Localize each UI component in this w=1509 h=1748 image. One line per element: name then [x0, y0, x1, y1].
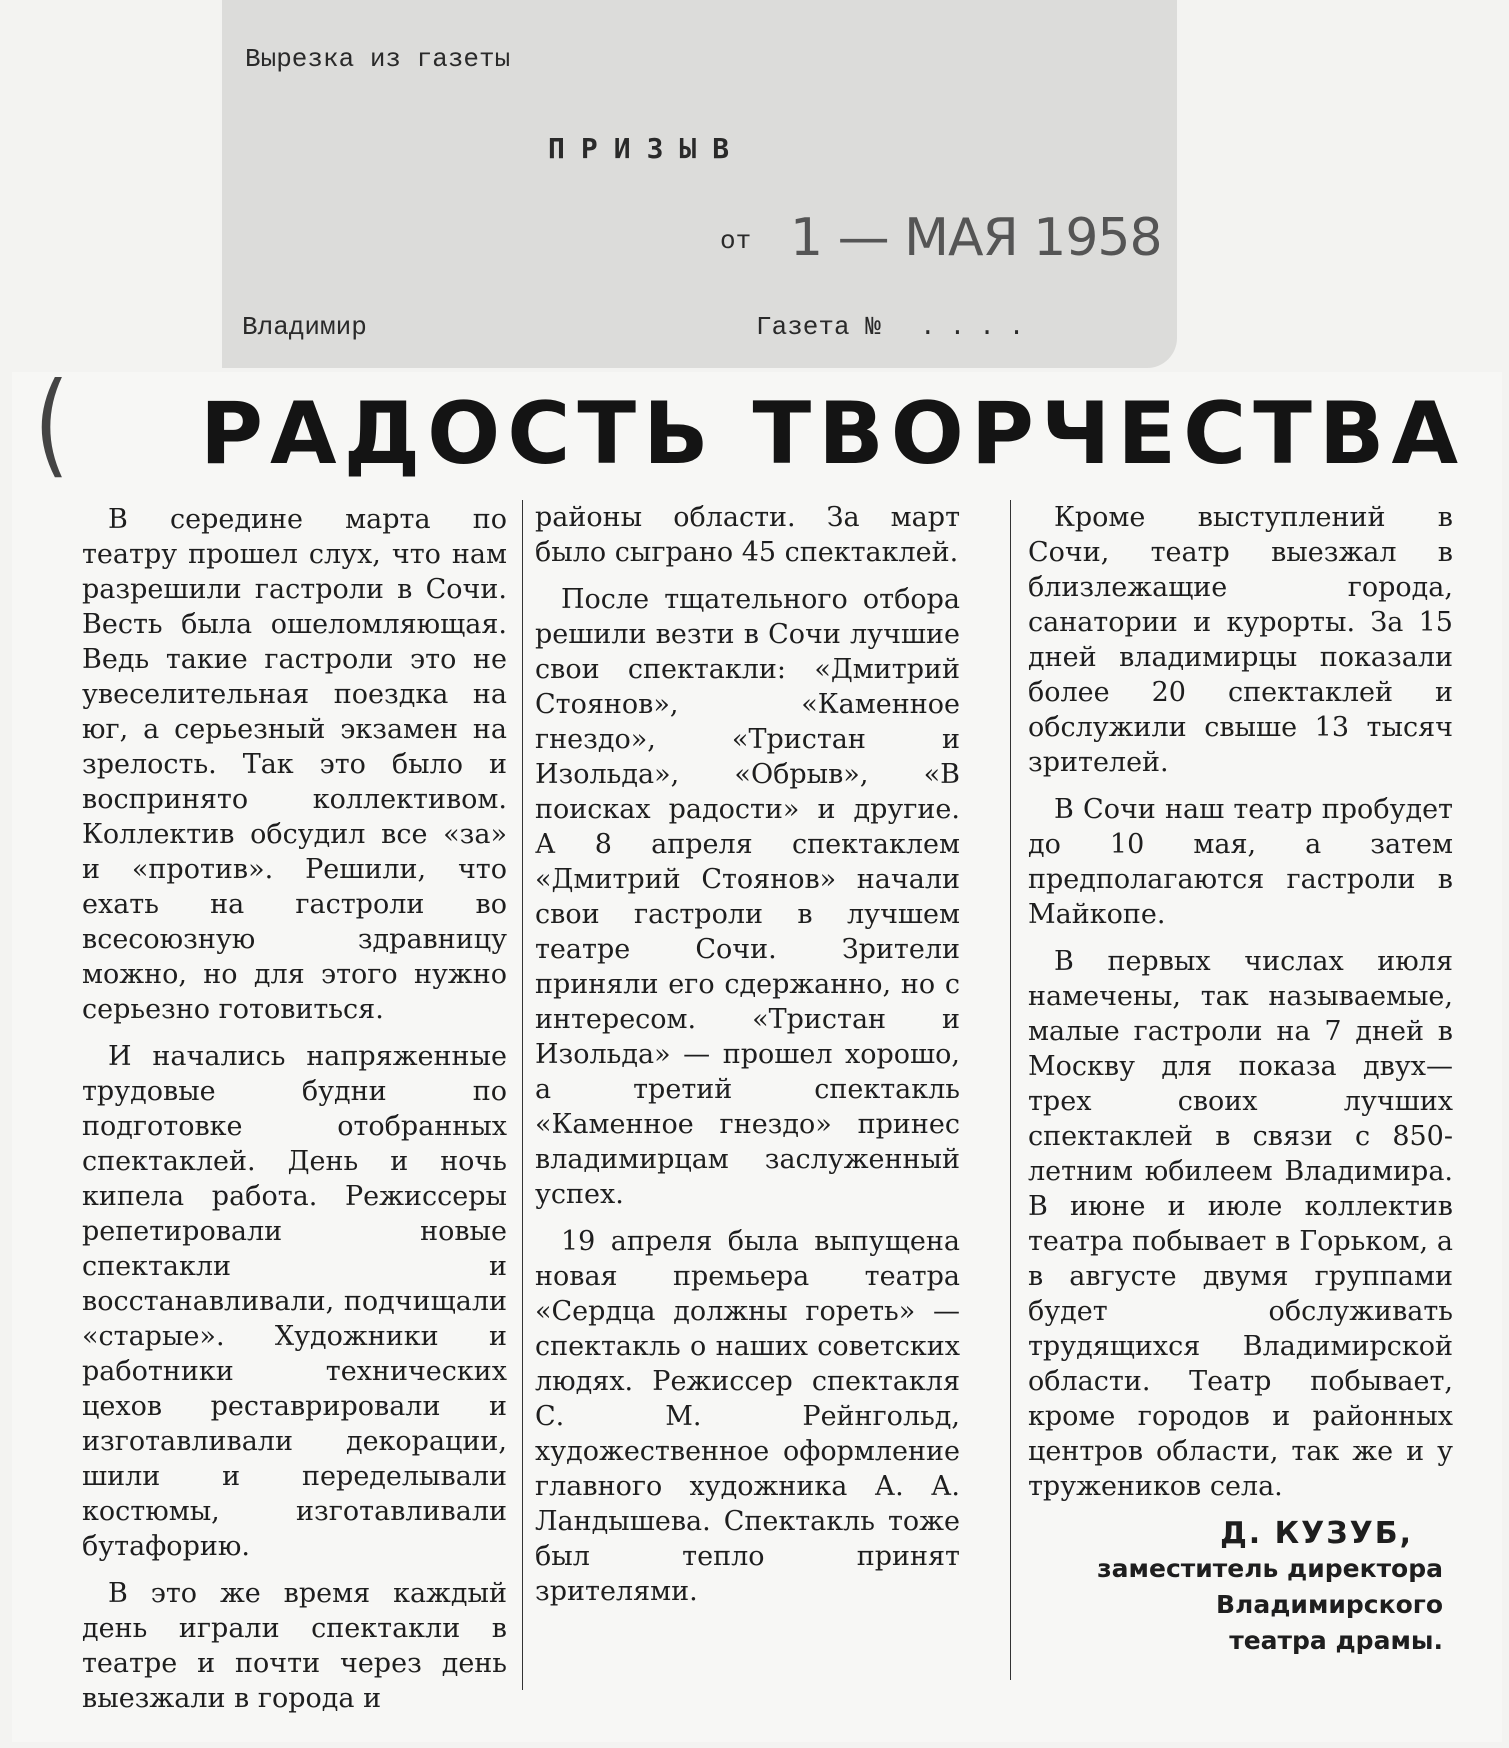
gazeta-number-value: .... [920, 312, 1039, 342]
article-title: РАДОСТЬ ТВОРЧЕСТВА [200, 384, 1466, 484]
paragraph: 19 апреля была выпущена новая премьера театра «Сердца должны гореть» — спектакль о наших советских людях. Режиссер спектакля С. М. Рейнгольд, художественное оформление главного художника А. А. Ландышева. Спектакль тоже был тепло принят зрителями. [535, 1226, 960, 1607]
author-title-line-1: заместитель директора [1097, 1554, 1443, 1583]
paragraph: районы области. За март было сыграно 45 спектаклей. [535, 502, 960, 568]
paragraph: В первых числах июля намечены, так называемые, малые гастроли на 7 дней в Москву для показа двух—трех своих лучших спектаклей в связи с 850-летним юбилеем Владимира. В июне и июле коллектив театра побывает в Горьком, а в августе двумя группами будет обслуживать трудящихся Владимирской области. Театр побывает, кроме городов и районных центров области, так же и у тружеников села. [1028, 946, 1453, 1502]
date-prefix: от [720, 226, 752, 256]
paragraph: После тщательного отбора решили везти в Сочи лучшие свои спектакли: «Дмитрий Стоянов», «Каменное гнездо», «Тристан и Изольда», «Обрыв», «В поисках радости» и другие. А 8 апреля спектаклем «Дмитрий Стоянов» начали свои гастроли в лучшем театре Сочи. Зрители приняли его сдержанно, но с интересом. «Тристан и Изольда» — прошел хорошо, а третий спектакль «Каменное гнездо» принес владимирцам заслуженный успех. [535, 584, 960, 1210]
pencil-mark: ( [34, 358, 70, 491]
author-title-line-2: Владимирского [1216, 1590, 1443, 1619]
paragraph: И начались напряженные трудовые будни по подготовке отобранных спектаклей. День и ночь кипела работа. Режиссеры репетировали новые спектакли и восстанавливали, подчищали «старые». Художники и работники технических цехов реставрировали и изготавливали декорации, шили и переделывали костюмы, изготавливали бутафорию. [82, 1041, 507, 1562]
gazeta-number-label: Газета № [756, 312, 881, 342]
date-stamp: 1 — МАЯ 1958 [790, 208, 1162, 268]
column-divider [1010, 500, 1011, 1680]
source-label: Вырезка из газеты [245, 44, 511, 74]
paragraph: В Сочи наш театр пробудет до 10 мая, а затем предполагаются гастроли в Майкопе. [1028, 794, 1453, 930]
paragraph: В середине марта по театру прошел слух, что нам разрешили гастроли в Сочи. Весть была ошеломляющая. Ведь такие гастроли это не увеселительная поездка на юг, а серьезный экзамен на зрелость. Так это было и воспринято коллективом. Коллектив обсудил все «за» и «против». Решили, что ехать на гастроли во всесоюзную здравницу можно, но для этого нужно серьезно готовиться. [82, 504, 507, 1025]
paragraph: В это же время каждый день играли спектакли в театре и почти через день выезжали в города и [82, 1578, 507, 1714]
column-divider [522, 500, 523, 1690]
article-column-2 [535, 500, 960, 1621]
article-column-3 [1028, 500, 1453, 1659]
newspaper-name: ПРИЗЫВ [548, 132, 746, 165]
author-signature [1028, 1516, 1453, 1659]
author-title-line-3: театра драмы. [1229, 1626, 1443, 1655]
paragraph: Кроме выступлений в Сочи, театр выезжал в близлежащие города, санатории и курорты. За 15 дней владимирцы показали более 20 спектаклей и обслужили свыше 13 тысяч зрителей. [1028, 502, 1453, 778]
city-label: Владимир [242, 312, 367, 342]
author-name: Д. КУЗУБ, [1220, 1516, 1413, 1551]
article-column-1 [82, 502, 507, 1728]
